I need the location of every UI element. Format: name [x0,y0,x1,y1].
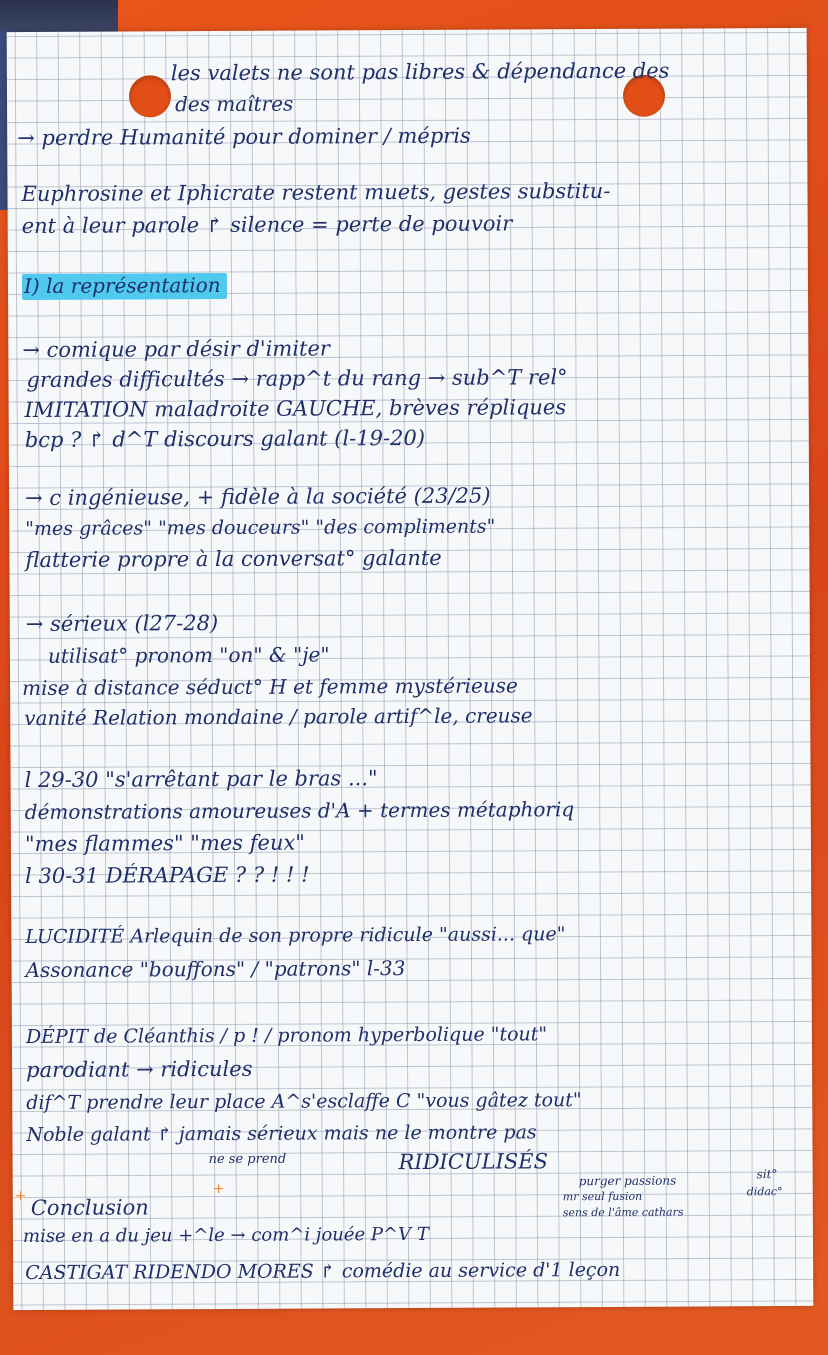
index-card [7,28,814,1310]
line-ridiculises: RIDICULISÉS [398,1149,549,1175]
line-mise-a-distance: mise à distance séduct° H et femme mystérieuse [22,673,518,701]
orange-plus-mark: + [212,1180,225,1198]
line-mise-en-abyme: mise en a du jeu +^le → com^i jouée P^V T [22,1223,429,1248]
line-ingenieuse: → c ingénieuse, + fidèle à la société (23/25) [25,483,491,511]
line-vanite: vanité Relation mondaine / parole artif^le, creuse [24,703,533,731]
line-comique-imiter: → comique par désir d'imiter [22,336,330,363]
line-conclusion: Conclusion [30,1195,149,1220]
line-parodiant: parodiant → ridicules [26,1056,253,1083]
line-discours-galant: bcp ? ↱ d^T discours galant (l-19-20) [24,425,426,453]
section-heading-representation: I) la représentation [22,275,227,296]
line-derapage: l 30-31 DÉRAPAGE ? ? ! ! ! [25,862,310,889]
note-mr-seul: mr seul fusion [562,1189,643,1204]
line-des-maitres: des maîtres [174,91,294,117]
line-silence-pouvoir: ent à leur parole ↱ silence = perte de pouvoir [21,211,513,239]
line-valets-libres: les valets ne sont pas libres & dépendance des [170,58,670,86]
line-grandes-difficultes: grandes difficultés → rapp^t du rang → sub^T rel° [26,365,568,393]
note-ne-se-prend: ne se prend [208,1151,287,1168]
line-serieux: → sérieux (l27-28) [25,611,219,637]
punch-hole-left [129,75,171,117]
line-assonance: Assonance "bouffons" / "patrons" l-33 [25,956,406,983]
line-lucidite: LUCIDITÉ Arlequin de son propre ridicule "aussi... que" [25,923,566,949]
line-noble-galant: Noble galant ↱ jamais sérieux mais ne le montre pas [26,1121,537,1147]
line-imitation-maladroite: IMITATION maladroite GAUCHE, brèves répliques [24,395,567,423]
line-utilisation-pronom: utilisat° pronom "on" & "je" [47,642,330,668]
line-demonstrations: démonstrations amoureuses d'A + termes métaphoriq [24,797,575,825]
note-didac: didac° [746,1185,783,1199]
line-castigat-ridendo: CASTIGAT RIDENDO MORES ↱ comédie au service d'1 leçon [25,1258,621,1285]
line-flatterie: flatterie propre à la conversat° galante [25,545,442,573]
line-arretant-bras: l 29-30 "s'arrêtant par le bras ..." [24,766,378,793]
line-mes-graces: "mes grâces" "mes douceurs" "des compliments" [25,515,496,541]
line-mes-flammes: "mes flammes" "mes feux" [24,830,306,857]
note-purger-passions: purger passions [578,1173,677,1189]
orange-plus-mark: + [14,1188,27,1205]
note-sens-ame: sens de l'âme cathars [562,1205,684,1220]
line-euphrosine: Euphrosine et Iphicrate restent muets, gestes substitu- [21,178,611,207]
line-perdre-humanite: → perdre Humanité pour dominer / mépris [17,123,471,151]
note-sit: sit° [756,1167,778,1182]
line-depit-cleanthis: DÉPIT de Cléanthis / p ! / pronom hyperbolique "tout" [25,1023,548,1049]
line-prendre-place: dif^T prendre leur place A^s'esclaffe C "vous gâtez tout" [26,1089,582,1115]
